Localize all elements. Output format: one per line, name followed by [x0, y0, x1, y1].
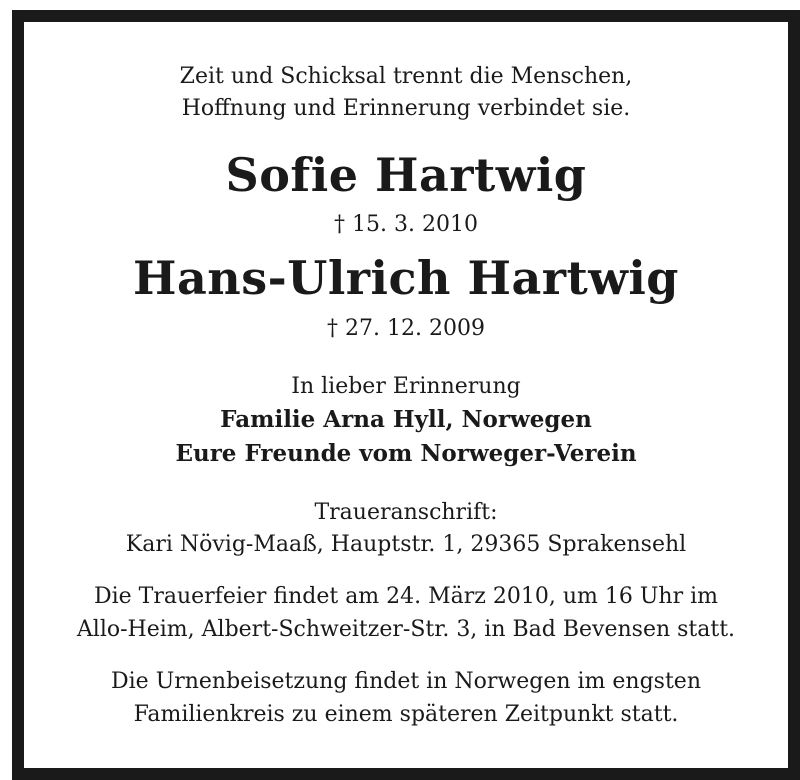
burial-line-1: Die Urnenbeisetzung findet in Norwegen im engsten	[111, 669, 701, 694]
address-value: Kari Növig-Maaß, Hauptstr. 1, 29365 Sprakensehl	[125, 532, 687, 557]
mourners-intro: In lieber Erinnerung	[291, 374, 521, 399]
obituary-content	[24, 22, 788, 768]
mourners-line-2: Eure Freunde vom Norweger-Verein	[175, 440, 637, 467]
obituary-frame	[12, 10, 800, 780]
deceased-date-1: † 15. 3. 2010	[334, 212, 478, 237]
address-label: Traueranschrift:	[314, 500, 498, 525]
mourners-line-1: Familie Arna Hyll, Norwegen	[220, 406, 592, 433]
burial-line-2: Familienkreis zu einem späteren Zeitpunkt statt.	[133, 702, 679, 727]
deceased-name-1: Sofie Hartwig	[225, 148, 587, 202]
deceased-name-2: Hans-Ulrich Hartwig	[133, 251, 679, 305]
motto-line-1: Zeit und Schicksal trennt die Menschen,	[179, 64, 633, 89]
motto-line-2: Hoffnung und Erinnerung verbindet sie.	[181, 96, 631, 121]
ceremony-line-1: Die Trauerfeier findet am 24. März 2010, um 16 Uhr im	[93, 584, 718, 609]
ceremony-line-2: Allo-Heim, Albert-Schweitzer-Str. 3, in Bad Bevensen statt.	[76, 617, 736, 642]
deceased-date-2: † 27. 12. 2009	[327, 316, 485, 341]
